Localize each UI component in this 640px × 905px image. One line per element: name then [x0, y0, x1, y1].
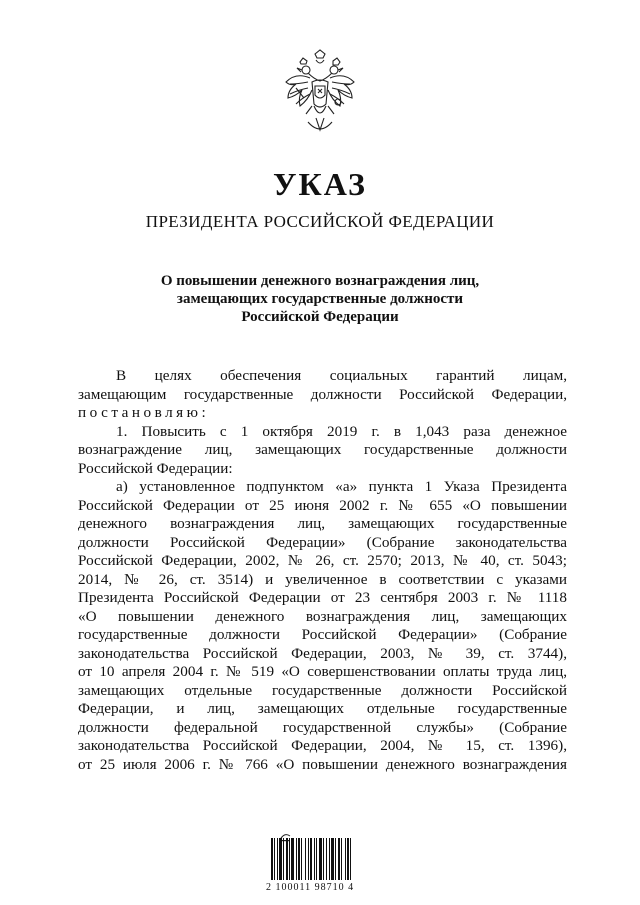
decree-heading — [0, 272, 640, 326]
body-line: от 25 июля 2006 г. № 766 «О повышении денежного вознаграждения — [78, 755, 567, 773]
body-line: Президента Российской Федерации от 23 сентября 2003 г. № 1118 — [78, 589, 567, 606]
double-headed-eagle-icon — [282, 48, 358, 138]
body-line: законодательства Российской Федерации, 2003, № 39, ст. 3744), — [78, 644, 567, 662]
body-line: 2014, № 26, ст. 3514) и увеличенное в соответствии с указами — [78, 570, 567, 588]
decree-body — [78, 367, 567, 774]
body-line: законодательства Российской Федерации, 2004, № 15, ст. 1396), — [78, 737, 567, 754]
heading-line: Российской Федерации — [241, 309, 399, 325]
body-line: В целях обеспечения социальных гарантий лицам, — [116, 367, 567, 384]
body-line: а) установленное подпунктом «а» пункта 1 Указа Президента — [116, 478, 567, 495]
body-line: Федерации, и лиц, замещающих отдельные государственные — [78, 700, 567, 717]
body-line: Российской Федерации: — [78, 459, 233, 477]
body-line: Российской Федерации от 25 июня 2002 г. № 655 «О повышении — [78, 496, 567, 514]
body-line: замещающих отдельные государственные должности Российской — [78, 681, 567, 699]
body-line: государственные должности Российской Федерации» (Собрание — [78, 626, 567, 643]
body-line: «О повышении денежного вознаграждения лиц, замещающих — [78, 607, 567, 625]
body-line: вознаграждение лиц, замещающих государственные должности — [78, 441, 567, 458]
coat-of-arms-emblem — [282, 48, 358, 138]
barcode-bars-icon — [267, 836, 379, 882]
barcode-number: 2 100011 98710 4 — [266, 882, 355, 893]
body-line: Российской Федерации, 2002, № 26, ст. 2570; 2013, № 40, ст. 5043; — [78, 552, 567, 569]
heading-line: замещающих государственные должности — [176, 291, 464, 307]
body-line: 1. Повысить с 1 октября 2019 г. в 1,043 раза денежное — [116, 422, 567, 440]
body-line: денежного вознаграждения лиц, замещающих государственные — [78, 515, 567, 532]
body-line: постановляю: — [78, 404, 210, 421]
body-line: от 10 апреля 2004 г. № 519 «О совершенствовании оплаты труда лиц, — [78, 663, 567, 680]
body-line: должности федеральной государственной службы» (Собрание — [78, 718, 567, 736]
document-subtitle: ПРЕЗИДЕНТА РОССИЙСКОЙ ФЕДЕРАЦИИ — [145, 212, 495, 231]
document-title: УКАЗ — [273, 166, 367, 202]
body-line: должности Российской Федерации» (Собрание законодательства — [78, 533, 567, 551]
barcode — [267, 836, 379, 886]
body-line: замещающим государственные должности Российской Федерации, — [78, 385, 567, 403]
heading-line: О повышении денежного вознаграждения лиц, — [160, 273, 480, 289]
